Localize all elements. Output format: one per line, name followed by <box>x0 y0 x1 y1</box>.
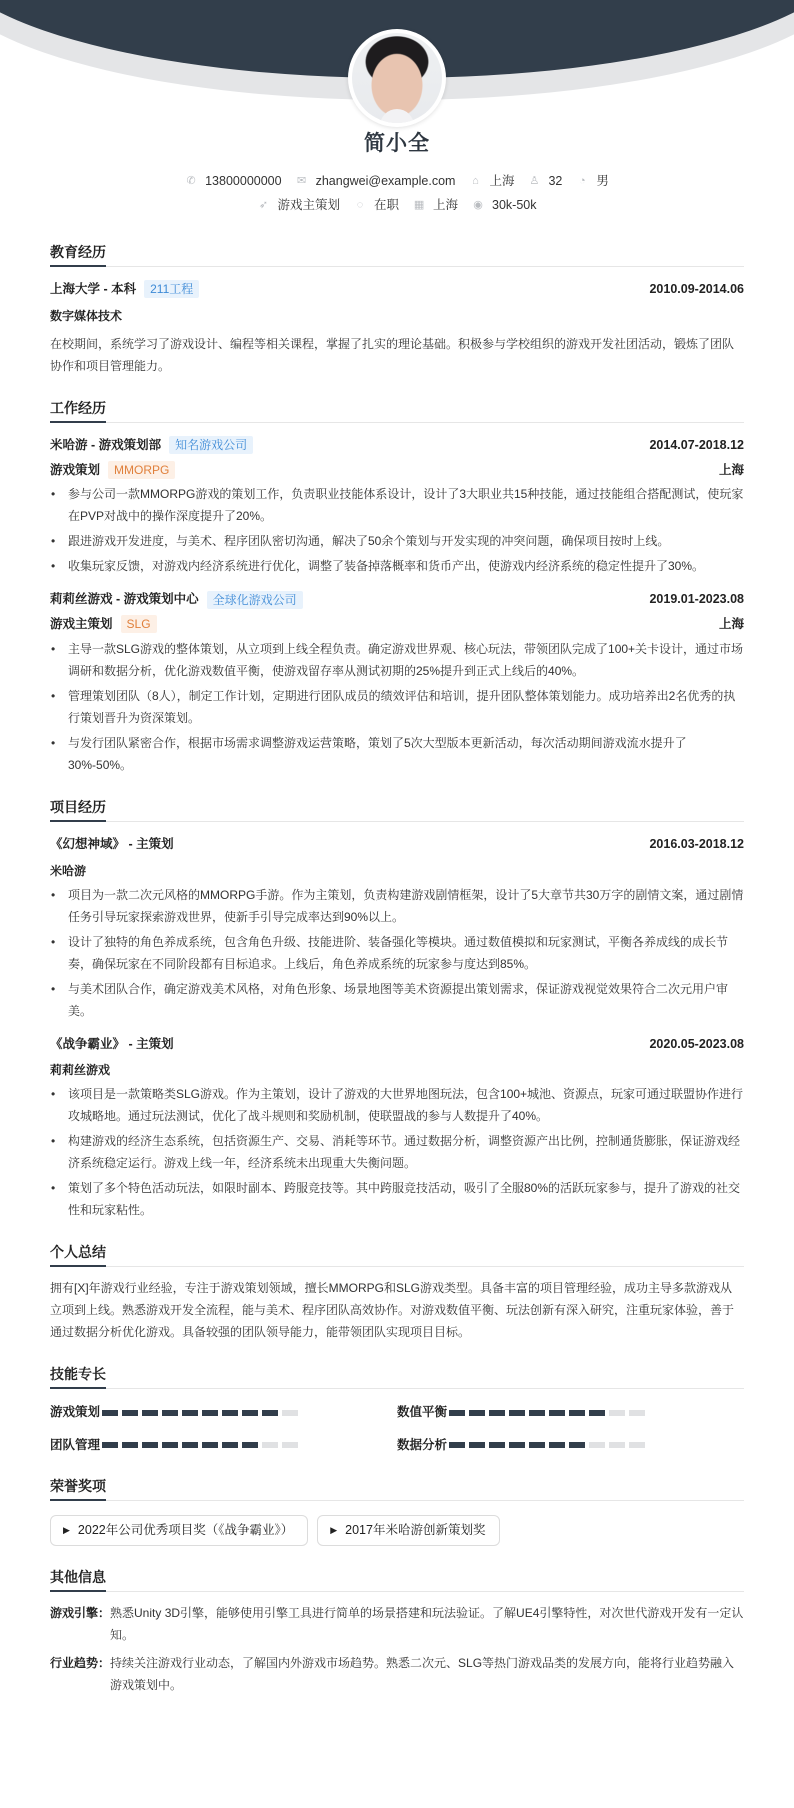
award-item: ▶ 2017年米哈游创新策划奖 <box>317 1515 500 1546</box>
project-company: 米哈游 <box>50 863 87 878</box>
list-item: • 设计了独特的角色养成系统，包含角色升级、技能进阶、装备强化等模块。通过数值模拟和玩家测试，平衡各养成线的成长节奏，确保玩家在不同阶段都有目标追求。上线后，角色养成系统的玩家参与度达到85%。 <box>50 931 744 975</box>
summary-text: 拥有[X]年游戏行业经验，专注于游戏策划领域，擅长MMORPG和SLG游戏类型。具备丰富的项目管理经验，成功主导多款游戏从立项到上线。熟悉游戏开发全流程，能与美术、程序团队高效协作。对游戏数值平衡、玩法创新有深入研究，注重玩家体验，善于通过数据分析优化游戏。具备较强的团队领导能力，能带领团队实现项目目标。 <box>50 1281 735 1340</box>
skill-segment-filled <box>102 1410 118 1416</box>
skill-item <box>50 1403 397 1422</box>
skill-segment-empty <box>262 1442 278 1448</box>
skill-level-bar <box>102 1442 298 1448</box>
skill-segment-filled <box>589 1410 605 1416</box>
company-tag: 全球化游戏公司 <box>207 591 303 609</box>
triangle-right-icon: ▶ <box>330 1524 338 1535</box>
other-info-item <box>50 1652 744 1696</box>
intent-city: ▦ 上海 <box>413 198 459 213</box>
intent-status: ◌ 在职 <box>354 196 399 215</box>
section-title: 其他信息 <box>50 1567 106 1592</box>
project-date: 2016.03-2018.12 <box>649 836 744 851</box>
major: 数字媒体技术 <box>50 308 123 323</box>
intent-row <box>0 196 794 215</box>
section-projects <box>50 798 744 1222</box>
skill-segment-filled <box>549 1442 565 1448</box>
avatar <box>348 29 446 127</box>
company-name: 米哈游 - 游戏策划部 <box>50 437 162 452</box>
skill-segment-filled <box>222 1442 238 1448</box>
header-banner <box>0 0 794 128</box>
list-item: • 管理策划团队（8人），制定工作计划，定期进行团队成员的绩效评估和培训，提升团队整体策划能力。成功培养出2名优秀的执行策划晋升为资深策划。 <box>50 685 744 729</box>
project-entry <box>50 1035 744 1222</box>
work-location: 上海 <box>718 462 744 477</box>
skill-segment-filled <box>509 1442 525 1448</box>
section-education <box>50 243 744 377</box>
section-skills <box>50 1365 744 1455</box>
age-icon: ♙ <box>529 174 540 187</box>
skill-segment-empty <box>609 1410 625 1416</box>
section-title: 荣誉奖项 <box>50 1476 106 1501</box>
education-date: 2010.09-2014.06 <box>649 282 744 296</box>
school-name: 上海大学 - 本科 <box>50 282 137 296</box>
skill-segment-filled <box>529 1410 545 1416</box>
home-icon: ⌂ <box>472 174 479 187</box>
skill-segment-filled <box>529 1442 545 1448</box>
project-company: 莉莉丝游戏 <box>50 1063 111 1078</box>
section-title: 项目经历 <box>50 797 106 822</box>
phone-icon: ✆ <box>186 174 196 187</box>
list-item: • 构建游戏的经济生态系统，包括资源生产、交易、消耗等环节。通过数据分析，调整资源产出比例，控制通货膨胀，保证游戏经济系统稳定运行。游戏上线一年，经济系统未出现重大失衡问题。 <box>50 1130 744 1174</box>
other-info-key: 行业趋势： <box>50 1655 111 1670</box>
position-icon: ➶ <box>258 199 269 212</box>
contact-phone: ✆ 13800000000 <box>186 173 282 188</box>
skill-segment-filled <box>489 1442 505 1448</box>
skill-segment-filled <box>162 1410 178 1416</box>
status-icon: ◌ <box>356 199 364 212</box>
skill-segment-filled <box>182 1410 198 1416</box>
skill-level-bar <box>449 1410 645 1416</box>
section-awards <box>50 1477 744 1546</box>
skill-segment-filled <box>242 1410 258 1416</box>
list-item: • 该项目是一款策略类SLG游戏。作为主策划，设计了游戏的大世界地图玩法，包含100+城池、资源点，玩家可通过联盟协作进行攻城略地。通过玩法测试，优化了战斗规则和奖励机制，使联盟战的参与人数提升了40%。 <box>50 1083 744 1127</box>
list-item: • 参与公司一款MMORPG游戏的策划工作，负责职业技能体系设计，设计了3大职业共15种技能，通过技能组合搭配测试，使玩家在PVP对战中的操作深度提升了20%。 <box>50 483 744 527</box>
skill-segment-filled <box>262 1410 278 1416</box>
skill-segment-filled <box>242 1442 258 1448</box>
list-item: • 收集玩家反馈，对游戏内经济系统进行优化，调整了装备掉落概率和货币产出，使游戏内经济系统的稳定性提升了30%。 <box>50 555 744 577</box>
project-bullets <box>50 1083 744 1221</box>
skill-segment-empty <box>282 1410 298 1416</box>
role-tag: MMORPG <box>108 461 175 479</box>
other-info-value: 持续关注游戏行业动态，了解国内外游戏市场趋势。熟悉二次元、SLG等热门游戏品类的发展方向，能将行业趋势融入游戏策划中。 <box>110 1655 735 1692</box>
city-icon: ▦ <box>413 199 425 212</box>
skill-segment-filled <box>569 1410 585 1416</box>
work-bullets <box>50 483 744 577</box>
skill-segment-filled <box>469 1442 485 1448</box>
skill-segment-filled <box>489 1410 505 1416</box>
skill-segment-filled <box>509 1410 525 1416</box>
skill-segment-filled <box>202 1410 218 1416</box>
skill-name: 游戏策划 <box>50 1405 101 1420</box>
skill-segment-empty <box>282 1442 298 1448</box>
other-info-value: 熟悉Unity 3D引擎，能够使用引擎工具进行简单的场景搭建和玩法验证。了解UE4引擎特性，对次世代游戏开发有一定认知。 <box>110 1605 744 1642</box>
job-role: 游戏策划 <box>50 462 101 477</box>
work-location: 上海 <box>718 617 744 631</box>
section-title: 教育经历 <box>50 242 106 267</box>
education-desc: 在校期间，系统学习了游戏设计、编程等相关课程，掌握了扎实的理论基础。积极参与学校组织的游戏开发社团活动，锻炼了团队协作和项目管理能力。 <box>50 336 735 373</box>
section-title: 技能专长 <box>50 1364 106 1389</box>
other-info-key: 游戏引擎： <box>50 1605 111 1620</box>
education-entry <box>50 280 744 377</box>
skills-grid <box>50 1403 744 1455</box>
work-date: 2014.07-2018.12 <box>649 437 744 452</box>
skill-segment-filled <box>142 1410 158 1416</box>
skill-name: 数据分析 <box>397 1438 448 1452</box>
skill-segment-filled <box>122 1442 138 1448</box>
mail-icon: ✉ <box>296 174 307 187</box>
company-tag: 知名游戏公司 <box>169 436 253 454</box>
intent-position: ➶ 游戏主策划 <box>258 198 340 213</box>
avatar-photo <box>352 33 442 123</box>
skill-segment-empty <box>609 1442 625 1448</box>
project-date: 2020.05-2023.08 <box>649 1036 744 1051</box>
skill-segment-filled <box>222 1410 238 1416</box>
candidate-name: 简小全 <box>364 132 430 155</box>
skill-level-bar <box>449 1442 645 1448</box>
contact-age: ♙ 32 <box>529 173 563 188</box>
list-item: • 策划了多个特色活动玩法，如限时副本、跨服竞技等。其中跨服竞技活动，吸引了全服80%的活跃玩家参与，提升了游戏的社交性和玩家粘性。 <box>50 1177 744 1221</box>
project-name: 《幻想神域》 - 主策划 <box>50 836 174 851</box>
contact-email: ✉ zhangwei@example.com <box>296 173 456 188</box>
company-name: 莉莉丝游戏 - 游戏策划中心 <box>50 592 199 607</box>
work-bullets <box>50 638 744 776</box>
skill-segment-filled <box>102 1442 118 1448</box>
section-summary <box>50 1243 744 1343</box>
section-title: 个人总结 <box>50 1242 106 1267</box>
skill-segment-filled <box>122 1410 138 1416</box>
gender-icon: ◔ <box>579 174 586 187</box>
skill-segment-empty <box>629 1410 645 1416</box>
other-info-list <box>50 1602 744 1696</box>
skill-segment-filled <box>569 1442 585 1448</box>
skill-item <box>397 1436 744 1455</box>
skill-level-bar <box>102 1410 298 1416</box>
contact-row <box>0 172 794 191</box>
list-item: • 项目为一款二次元风格的MMORPG手游。作为主策划，负责构建游戏剧情框架，设计了5大章节共30万字的剧情文案，通过剧情任务引导玩家探索游戏世界，使新手引导完成率达到90%以上。 <box>50 884 744 928</box>
project-bullets <box>50 884 744 1022</box>
list-item: • 主导一款SLG游戏的整体策划，从立项到上线全程负责。确定游戏世界观、核心玩法，带领团队完成了100+关卡设计，通过市场调研和数据分析，优化游戏数值平衡，使游戏留存率从测试初期的25%提升到正式上线后的40%。 <box>50 638 744 682</box>
job-role: 游戏主策划 <box>50 617 113 631</box>
triangle-right-icon: ▶ <box>63 1524 70 1535</box>
skill-segment-filled <box>449 1442 465 1448</box>
work-entry <box>50 590 744 776</box>
skill-segment-filled <box>182 1442 198 1448</box>
skill-segment-filled <box>449 1410 465 1416</box>
resume-content <box>0 243 794 1696</box>
list-item: • 与美术团队合作，确定游戏美术风格，对角色形象、场景地图等美术资源提出策划需求，保证游戏视觉效果符合二次元用户审美。 <box>50 978 744 1022</box>
section-title: 工作经历 <box>50 398 106 423</box>
section-work <box>50 399 744 776</box>
skill-segment-filled <box>202 1442 218 1448</box>
skill-segment-filled <box>549 1410 565 1416</box>
awards-list <box>50 1515 744 1546</box>
skill-name: 团队管理 <box>50 1438 101 1452</box>
role-tag: SLG <box>121 615 157 633</box>
salary-icon: ◉ <box>473 199 483 212</box>
project-entry <box>50 835 744 1022</box>
skill-segment-empty <box>629 1442 645 1448</box>
skill-segment-empty <box>589 1442 605 1448</box>
list-item: • 跟进游戏开发进度，与美术、程序团队密切沟通，解决了50余个策划与开发实现的冲突问题，确保项目按时上线。 <box>50 530 744 552</box>
list-item: • 与发行团队紧密合作，根据市场需求调整游戏运营策略，策划了5次大型版本更新活动，每次活动期间游戏流水提升了30%-50%。 <box>50 732 744 776</box>
work-entry <box>50 436 744 578</box>
intent-salary: ◉ 30k-50k <box>473 198 537 213</box>
contact-hometown: ⌂ 上海 <box>469 172 514 191</box>
skill-name: 数值平衡 <box>397 1405 448 1420</box>
contact-gender: ◔ 男 <box>576 172 609 191</box>
section-other <box>50 1568 744 1696</box>
award-item: ▶ 2022年公司优秀项目奖（《战争霸业》） <box>50 1515 308 1546</box>
other-info-item <box>50 1602 744 1646</box>
skill-segment-filled <box>162 1442 178 1448</box>
skill-segment-filled <box>142 1442 158 1448</box>
skill-item <box>397 1403 744 1422</box>
skill-segment-filled <box>469 1410 485 1416</box>
project-name: 《战争霸业》 - 主策划 <box>50 1036 174 1051</box>
work-date: 2019.01-2023.08 <box>649 592 744 607</box>
skill-item <box>50 1436 397 1455</box>
school-tag: 211工程 <box>144 280 199 298</box>
